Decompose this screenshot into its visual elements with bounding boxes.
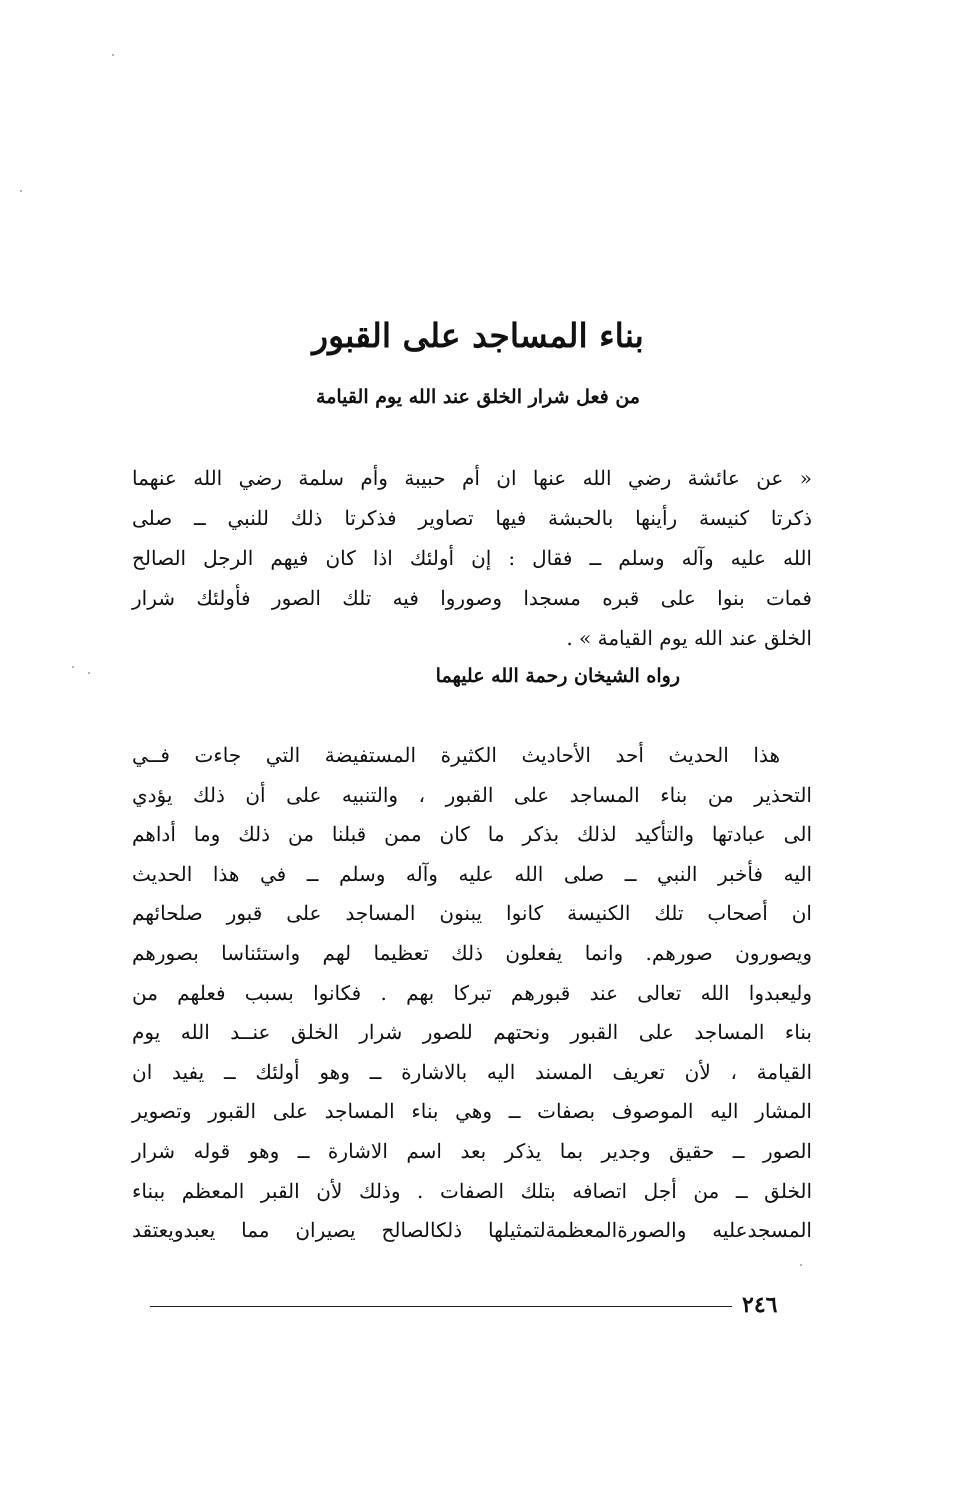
commentary-line: هذا الحديث أحد الأحاديث الكثيرة المستفيضة التي جاءت فــي	[132, 743, 780, 767]
scan-speck	[72, 666, 74, 668]
hadith-line: « عن عائشة رضي الله عنها ان أم حبيبة وأم سلمة رضي الله عنهما	[132, 466, 812, 490]
commentary-line: المشار اليه الموصوف بصفات ــ وهي بناء المساجد على القبور وتصوير	[132, 1099, 812, 1124]
page-subtitle: من فعل شرار الخلق عند الله يوم القيامة	[316, 386, 640, 408]
hadith-block	[132, 458, 812, 658]
commentary-line: المسجدعليه والصورةالمعظمةلتمثيلها ذلكالصالح يصيران مما يعبدويعتقد	[132, 1218, 812, 1243]
footer-rule	[150, 1306, 732, 1307]
commentary-line: وليعبدوا الله تعالى عند قبورهم تبركا بهم . فكانوا بسبب فعلهم من	[132, 980, 812, 1005]
commentary-block	[132, 736, 812, 1251]
scan-speck	[112, 54, 114, 56]
commentary-line: الخلق ــ من أجل اتصافه بتلك الصفات . وذلك لأن القبر المعظم ببناء	[132, 1178, 812, 1203]
commentary-line: بناء المساجد على القبور ونحتهم للصور شرار الخلق عنــد الله يوم	[132, 1020, 812, 1045]
commentary-line: الصور ــ حقيق وجدير بما يذكر بعد اسم الاشارة ــ وهو قوله شرار	[132, 1138, 812, 1163]
commentary-line: القيامة ، لأن تعريف المسند اليه بالاشارة ــ وهو أولئك ــ يفيد ان	[132, 1059, 812, 1084]
hadith-line: فمات بنوا على قبره مسجدا وصوروا فيه تلك الصور فأولئك شرار	[132, 586, 812, 610]
commentary-line: ويصورون صورهم. وانما يفعلون ذلك تعظيما لهم واستئناسا بصورهم	[132, 940, 812, 965]
commentary-line: اليه فأخبر النبي ــ صلى الله عليه وآله وسلم ــ في هذا الحديث	[132, 861, 812, 886]
scan-speck	[88, 672, 90, 674]
commentary-line: التحذير من بناء المساجد على القبور ، والتنبيه على أن ذلك يؤدي	[132, 782, 812, 807]
page-number: ٢٤٦	[742, 1292, 778, 1318]
hadith-line: الخلق عند الله يوم القيامة » .	[566, 626, 812, 650]
hadith-line: الله عليه وآله وسلم ــ فقال : إن أولئك اذا كان فيهم الرجل الصالح	[132, 546, 812, 570]
page-title: بناء المساجد على القبور	[312, 316, 644, 355]
commentary-line: ان أصحاب تلك الكنيسة كانوا يبنون المساجد على قبور صلحائهم	[132, 901, 812, 926]
scan-speck	[800, 1264, 802, 1266]
scan-speck	[20, 190, 22, 192]
hadith-line: ذكرتا كنيسة رأينها بالحبشة فيها تصاوير فذكرتا ذلك للنبي ــ صلى	[132, 506, 812, 530]
commentary-line: الى عبادتها والتأكيد لذلك بذكر ما كان ممن قبلنا من ذلك وما أداهم	[132, 822, 812, 847]
hadith-source: رواه الشيخان رحمة الله عليهما	[435, 665, 680, 687]
